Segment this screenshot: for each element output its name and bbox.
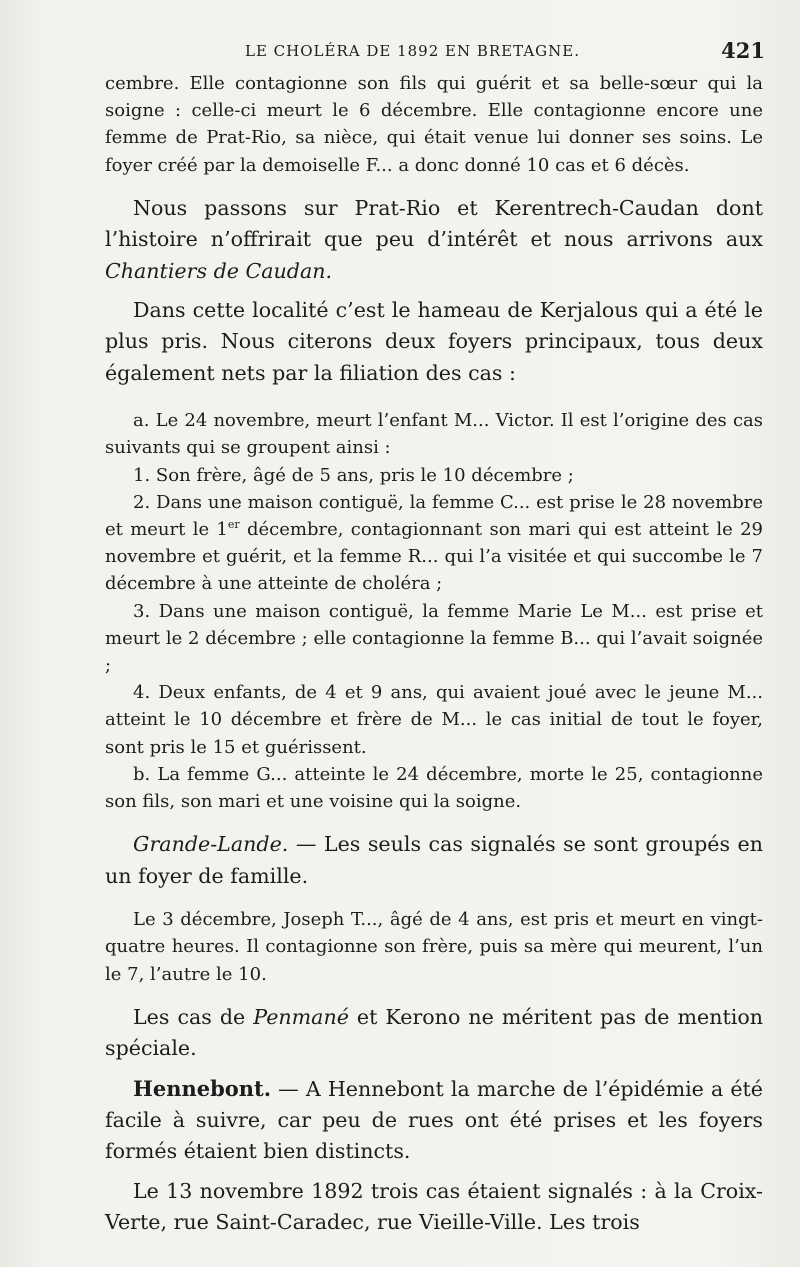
page-body	[105, 70, 763, 1239]
list-item-1: 1. Son frère, âgé de 5 ans, pris le 10 décembre ;	[133, 464, 574, 486]
list-item-text: décembre, contagionnant son mari qui est atteint le 29 novembre et guérit, et la femme R... qui l’a visitée et qui succombe le 7 décembre à une atteinte de choléra ;	[105, 519, 763, 595]
list-item-3: 3. Dans une maison contiguë, la femme Marie Le M... est prise et meurt le 2 décembre ; elle contagionne la femme B... qui l’avait soignée ;	[105, 600, 763, 677]
paragraph-text: — A Hennebont la marche de l’épidémie a été facile à suivre, car peu de rues ont été prises et les foyers formés étaient bien distincts.	[105, 1076, 763, 1164]
paragraph-focus-b: b. La femme G... atteinte le 24 décembre, morte le 25, contagionne son fils, son mari et une voisine qui la soigne.	[105, 763, 763, 813]
paragraph-continuation: cembre. Elle contagionne son fils qui guérit et sa belle-sœur qui la soigne : celle-ci meurt le 6 décembre. Elle contagionne encore une femme de Prat-Rio, sa nièce, qui était venue lui donner ses soins. Le foyer créé par la demoiselle F... a donc donné 10 cas et 6 décès.	[105, 73, 763, 176]
paragraph-text: — Les seuls cas signalés se sont groupés en un foyer de famille.	[105, 832, 763, 888]
paragraph-grande-lande	[105, 829, 763, 892]
section-head-hennebont: Hennebont.	[133, 1075, 272, 1101]
paragraph-text: et Kerono ne méritent pas de mention spéciale.	[105, 1004, 763, 1061]
paragraph-joseph: Le 3 décembre, Joseph T..., âgé de 4 ans, est pris et meurt en vingt-quatre heures. Il contagionne son frère, puis sa mère qui meurent, l’un le 7, l’autre le 10.	[105, 909, 763, 985]
page-number: 421	[721, 38, 765, 63]
list-item-4: 4. Deux enfants, de 4 et 9 ans, qui avaient joué avec le jeune M... atteint le 10 décembre et frère de M... le cas initial de tout le foyer, sont pris le 15 et guérissent.	[105, 682, 763, 758]
paragraph-penmane	[105, 1002, 763, 1065]
place-name-grande-lande: Grande-Lande.	[133, 832, 289, 857]
paragraph-text: Nous passons sur Prat-Rio et Kerentrech-Caudan dont l’histoire n’offrirait que peu d’intérêt et nous arrivons aux	[105, 195, 763, 252]
paragraph-text: Les cas de	[133, 1004, 254, 1029]
paragraph-focus-a: a. Le 24 novembre, meurt l’enfant M... Victor. Il est l’origine des cas suivants qui se groupent ainsi :	[105, 410, 763, 459]
running-title: LE CHOLÉRA DE 1892 EN BRETAGNE.	[245, 42, 580, 60]
list-item-text: 2. Dans une maison contiguë, la femme C... est prise le 28 novembre et meurt le 1	[105, 491, 763, 541]
place-name-chantiers: Chantiers de Caudan.	[105, 258, 333, 283]
list-item-2	[105, 489, 763, 598]
paragraph-hennebont	[105, 1073, 763, 1168]
superscript: er	[227, 518, 240, 532]
place-name-penmane: Penmané	[253, 1004, 349, 1029]
paragraph-prat-rio	[105, 193, 763, 287]
page-header	[105, 38, 765, 68]
paragraph-13-novembre: Le 13 novembre 1892 trois cas étaient signalés : à la Croix-Verte, rue Saint-Caradec, rue Vieille-Ville. Les trois	[105, 1178, 763, 1235]
paragraph-kerjalous: Dans cette localité c’est le hameau de Kerjalous qui a été le plus pris. Nous citerons deux foyers principaux, tous deux également nets par la filiation des cas :	[105, 298, 763, 385]
